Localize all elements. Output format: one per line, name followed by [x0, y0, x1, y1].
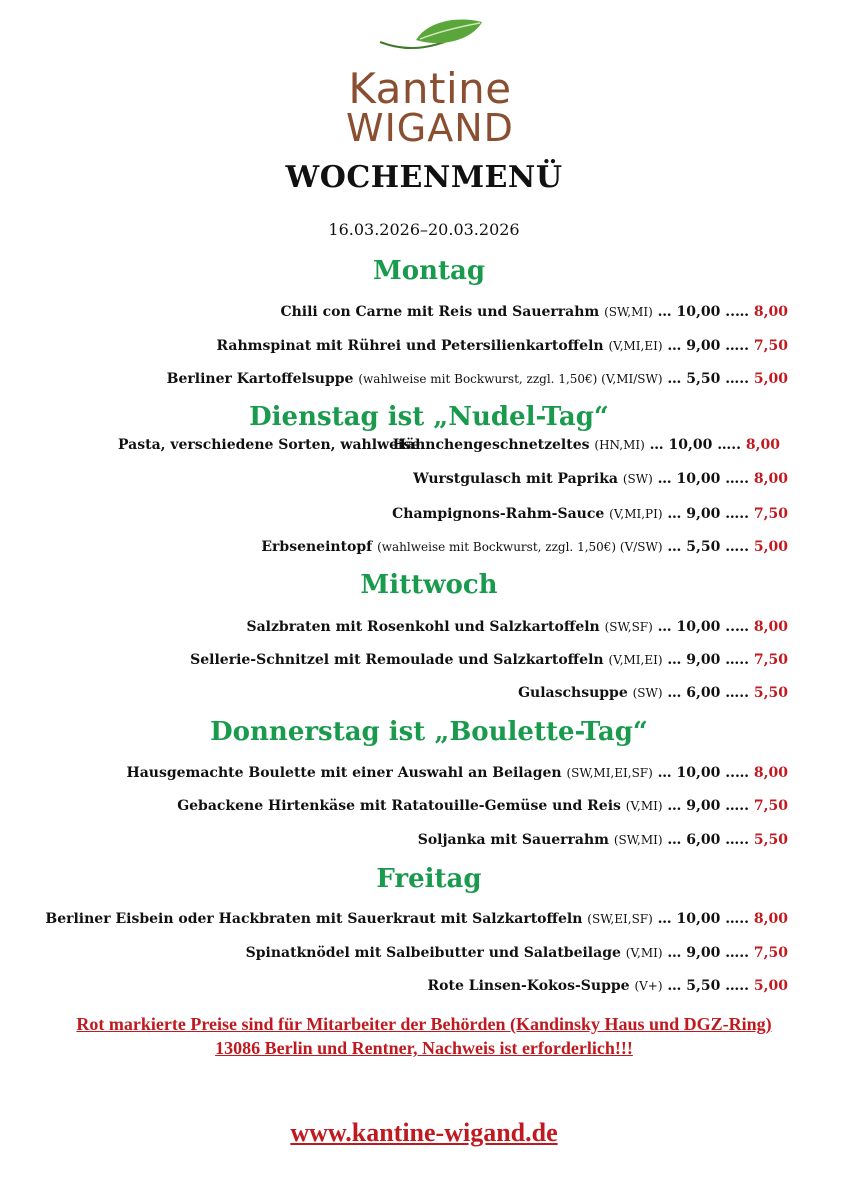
price-note-line-1: Rot markierte Preise sind für Mitarbeiter der Behörden (Kandinsky Haus und DGZ-Ring)	[76, 1014, 772, 1034]
logo-text-wigand: WIGAND	[346, 106, 514, 150]
menu-item: Salzbraten mit Rosenkohl und Salzkartoffeln (SW,SF) … 10,00 ..… 8,00	[246, 619, 788, 635]
menu-item: Berliner Eisbein oder Hackbraten mit Sauerkraut mit Salzkartoffeln (SW,EI,SF) … 10,00 ….. 8,00	[45, 911, 788, 927]
menu-item: Chili con Carne mit Reis und Sauerrahm (SW,MI) … 10,00 ..… 8,00	[280, 304, 788, 320]
page-title: WOCHENMENÜ	[285, 160, 563, 195]
menu-item: Erbseneintopf (wahlweise mit Bockwurst, zzgl. 1,50€) (V/SW) … 5,50 ….. 5,00	[261, 539, 788, 555]
menu-item: Sellerie-Schnitzel mit Remoulade und Salzkartoffeln (V,MI,EI) … 9,00 ….. 7,50	[190, 652, 788, 668]
day-heading-donnerstag: Donnerstag ist „Boulette-Tag“	[210, 717, 648, 747]
price-note	[0, 1012, 848, 1060]
leaf-icon	[376, 18, 486, 54]
pasta-prefix: Pasta, verschiedene Sorten, wahlweise:	[118, 437, 426, 453]
menu-item: Soljanka mit Sauerrahm (SW,MI) … 6,00 ….. 5,50	[417, 832, 788, 848]
day-heading-montag: Montag	[372, 256, 486, 286]
menu-item: Wurstgulasch mit Paprika (SW) … 10,00 ….. 8,00	[413, 471, 788, 487]
menu-item: Hähnchengeschnetzeltes (HN,MI) … 10,00 ….. 8,00	[392, 437, 780, 453]
menu-item: Champignons-Rahm-Sauce (V,MI,PI) … 9,00 ….. 7,50	[392, 506, 788, 522]
menu-item: Hausgemachte Boulette mit einer Auswahl an Beilagen (SW,MI,EI,SF) … 10,00 ..… 8,00	[126, 765, 788, 781]
logo	[330, 18, 530, 150]
menu-item: Gulaschsuppe (SW) … 6,00 ….. 5,50	[518, 685, 788, 701]
day-heading-mittwoch: Mittwoch	[360, 570, 498, 600]
menu-item: Rahmspinat mit Rührei und Petersilienkartoffeln (V,MI,EI) … 9,00 ….. 7,50	[216, 338, 788, 354]
menu-item: Spinatknödel mit Salbeibutter und Salatbeilage (V,MI) … 9,00 ….. 7,50	[245, 945, 788, 961]
price-note-line-2: 13086 Berlin und Rentner, Nachweis ist erforderlich!!!	[215, 1038, 633, 1058]
menu-item: Berliner Kartoffelsuppe (wahlweise mit Bockwurst, zzgl. 1,50€) (V,MI/SW) … 5,50 ….. 5,00	[166, 371, 788, 387]
logo-text-kantine: Kantine	[348, 64, 512, 113]
date-range: 16.03.2026–20.03.2026	[328, 220, 520, 239]
day-heading-dienstag: Dienstag ist „Nudel-Tag“	[249, 402, 609, 432]
day-heading-freitag: Freitag	[376, 864, 482, 894]
website-link[interactable]: www.kantine-wigand.de	[290, 1118, 558, 1147]
menu-item: Rote Linsen-Kokos-Suppe (V+) … 5,50 ….. 5,00	[427, 978, 788, 994]
menu-item: Gebackene Hirtenkäse mit Ratatouille-Gemüse und Reis (V,MI) … 9,00 ….. 7,50	[177, 798, 788, 814]
